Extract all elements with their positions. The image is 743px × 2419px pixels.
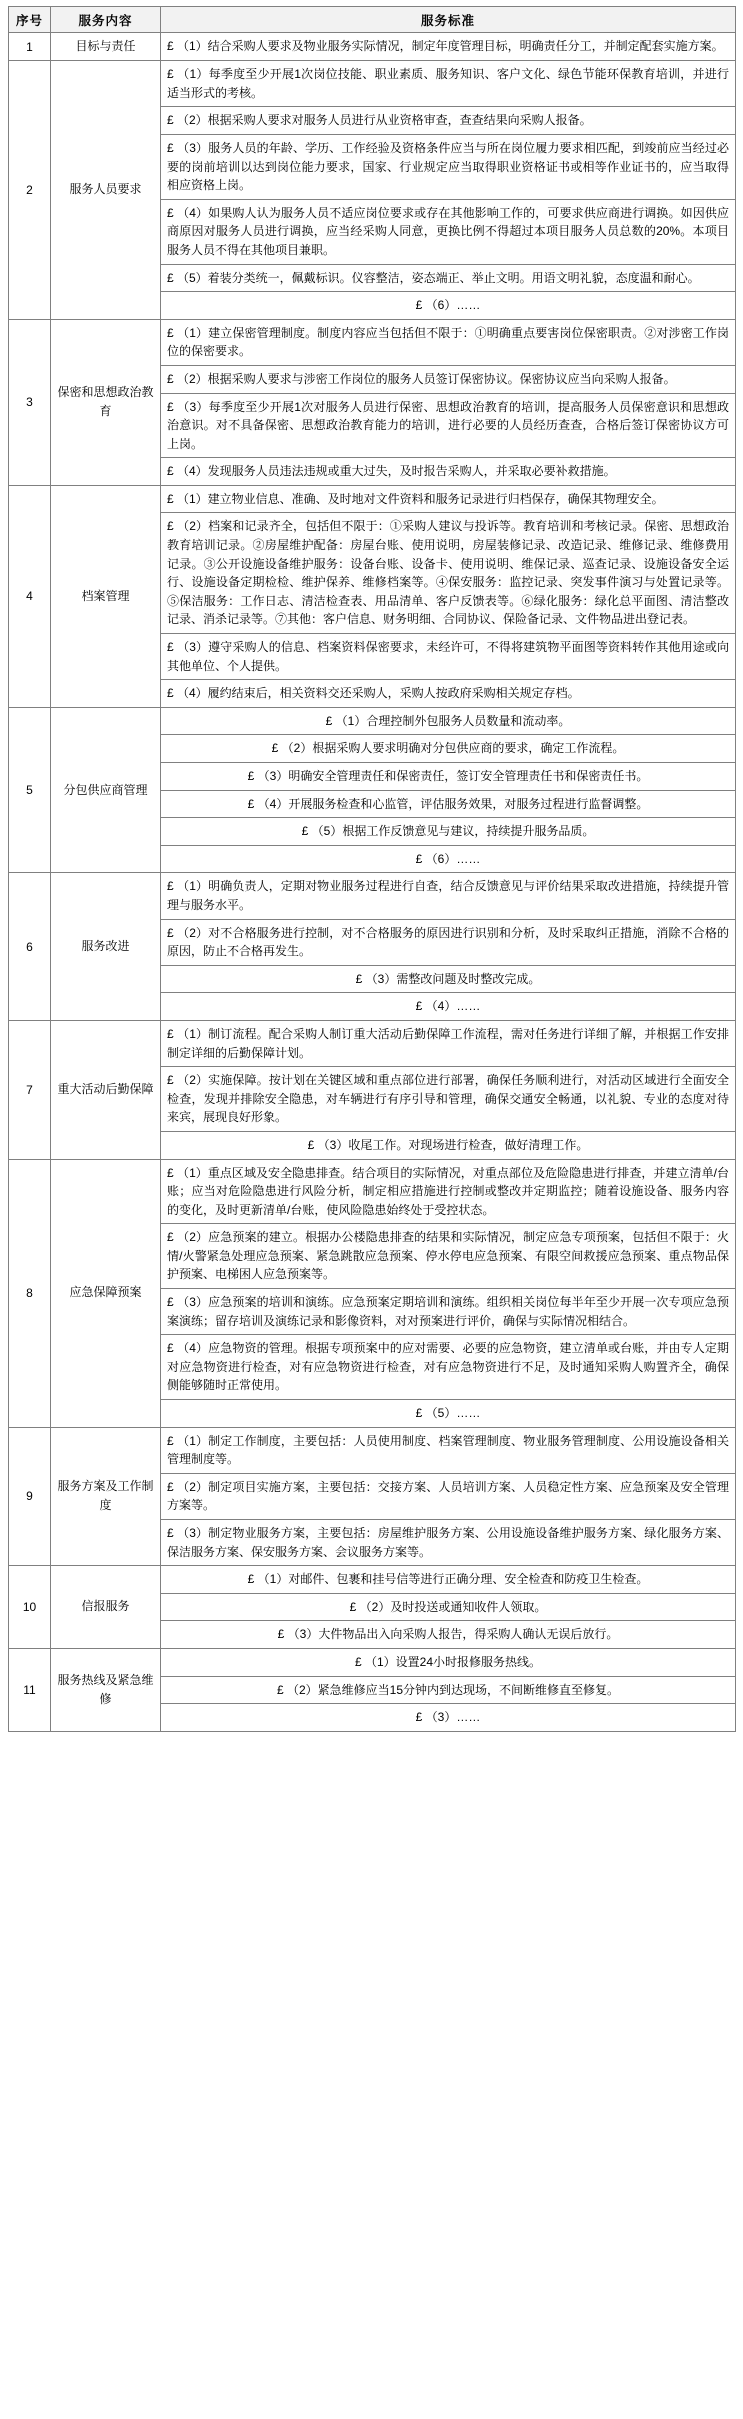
standard-line: £ （4）…… <box>415 999 481 1014</box>
standard-line: £ （1）结合采购人要求及物业服务实际情况，制定年度管理目标，明确责任分工，并制定配套实施方案。 <box>167 39 724 54</box>
standard-line: £ （2）制定项目实施方案，主要包括：交接方案、人员培训方案、人员稳定性方案、应急预案及安全管理方案等。 <box>161 1474 735 1520</box>
service-item-name: 分包供应商管理 <box>51 707 161 873</box>
service-standard-cell <box>161 485 736 707</box>
standard-line: £ （3）明确安全管理责任和保密责任，签订安全管理责任书和保密责任书。 <box>161 763 735 791</box>
standard-line: £ （4）应急物资的管理。根据专项预案中的应对需要、必要的应急物资，建立清单或台账，并由专人定期对应急物资进行检查，对有应急物资进行检查，对有应急物资进行不足，及时通知采购人购置齐全，确保侧能够随时正常使用。 <box>161 1335 735 1400</box>
table-row <box>9 485 736 707</box>
service-item-name: 重大活动后勤保障 <box>51 1020 161 1159</box>
standard-line: £ （2）档案和记录齐全，包括但不限于：①采购人建议与投诉等。教育培训和考核记录。保密、思想政治教育培训记录。②房屋维护配备：房屋台账、使用说明，房屋装修记录、改造记录、维修记录、维修费用记录。③公开设施设备维护服务：设备台账、设备卡、使用说明、维保记录、巡查记录、设施设备安全运行、设施设备定期检检、维护保养、维修档案等。④保安服务：监控记录、突发事件演习与处置记录等。⑤保洁服务：工作日志、清洁检查表、用品清单、客户反馈表等。⑥绿化服务：绿化总平面图、清洁整改记录、消杀记录等。⑦其他：客户信息、财务明细、合同协议、保险备记录、文件物品进出登记表。 <box>161 513 735 634</box>
standard-line: £ （1）每季度至少开展1次岗位技能、职业素质、服务知识、客户文化、绿色节能环保教育培训，并进行适当形式的考核。 <box>161 61 735 107</box>
standard-line-list <box>161 1428 735 1566</box>
standard-line: £ （5）根据工作反馈意见与建议，持续提升服务品质。 <box>161 818 735 846</box>
standard-line-list <box>161 486 735 707</box>
standard-line: £ （1）制定工作制度，主要包括：人员使用制度、档案管理制度、物业服务管理制度、公用设施设备相关管理制度等。 <box>161 1428 735 1474</box>
row-number: 3 <box>9 319 51 485</box>
service-item-name: 服务改进 <box>51 873 161 1021</box>
table-row <box>9 61 736 320</box>
row-number: 5 <box>9 707 51 873</box>
standard-line-list <box>161 33 735 60</box>
standard-line: £ （2）紧急维修应当15分钟内到达现场，不间断维修直至修复。 <box>161 1677 735 1705</box>
standard-line: £ （3）收尾工作。对现场进行检查，做好清理工作。 <box>307 1137 589 1152</box>
row-number: 1 <box>9 33 51 61</box>
row-number: 4 <box>9 485 51 707</box>
table-body <box>9 33 736 1732</box>
service-item-name: 保密和思想政治教育 <box>51 319 161 485</box>
standard-line-list <box>161 1649 735 1731</box>
standard-line: £ （3）…… <box>415 1710 481 1725</box>
standard-line: £ （2）对不合格服务进行控制，对不合格服务的原因进行识别和分析，及时采取纠正措施，消除不合格的原因，防止不合格再发生。 <box>161 920 735 966</box>
standard-line-list <box>161 1160 735 1427</box>
table-row <box>9 1020 736 1159</box>
service-standard-cell <box>161 319 736 485</box>
standard-line: £ （6）…… <box>415 851 481 866</box>
table-row <box>9 707 736 873</box>
standard-line: £ （3）每季度至少开展1次对服务人员进行保密、思想政治教育的培训，提高服务人员保密意识和思想政治意识。对不具备保密、思想政治教育能力的培训，进行必要的人员经历查查，合格后签订保密协议方可上岗。 <box>161 394 735 459</box>
standard-line-list <box>161 708 735 873</box>
row-number: 11 <box>9 1648 51 1731</box>
row-number: 9 <box>9 1427 51 1566</box>
standard-line: £ （3）应急预案的培训和演练。应急预案定期培训和演练。组织相关岗位每半年至少开展一次专项应急预案演练；留存培训及演练记录和影像资料，对对预案进行评价，确保与实际情况相结合。 <box>161 1289 735 1335</box>
service-item-name: 服务人员要求 <box>51 61 161 320</box>
standard-line: £ （1）对邮件、包裹和挂号信等进行正确分理、安全检查和防疫卫生检查。 <box>161 1566 735 1594</box>
service-standard-cell <box>161 873 736 1021</box>
service-item-name: 档案管理 <box>51 485 161 707</box>
table-row <box>9 1159 736 1427</box>
standard-line: £ （1）明确负责人，定期对物业服务过程进行自查，结合反馈意见与评价结果采取改进措施，持续提升管理与服务水平。 <box>161 873 735 919</box>
column-header-no: 序号 <box>9 7 51 33</box>
standard-line: £ （2）及时投送或通知收件人领取。 <box>161 1594 735 1622</box>
standard-line: £ （5）着装分类统一，佩戴标识。仪容整洁，姿态端正、举止文明。用语文明礼貌，态度温和耐心。 <box>161 265 735 293</box>
standard-line: £ （2）根据采购人要求与涉密工作岗位的服务人员签订保密协议。保密协议应当向采购人报备。 <box>161 366 735 394</box>
service-standard-cell <box>161 1566 736 1649</box>
standard-line: £ （6）…… <box>415 298 481 313</box>
table-row <box>9 33 736 61</box>
table-header-row <box>9 7 736 33</box>
standard-line-list <box>161 1021 735 1159</box>
row-number: 10 <box>9 1566 51 1649</box>
service-standard-cell <box>161 707 736 873</box>
standard-line: £ （1）合理控制外包服务人员数量和流动率。 <box>161 708 735 736</box>
table-row <box>9 1566 736 1649</box>
service-standard-cell <box>161 61 736 320</box>
service-standard-cell <box>161 1427 736 1566</box>
standard-line: £ （4）发现服务人员违法违规或重大过失，及时报告采购人，并采取必要补救措施。 <box>167 464 616 479</box>
table-row <box>9 319 736 485</box>
service-item-name: 服务方案及工作制度 <box>51 1427 161 1566</box>
service-item-name: 信报服务 <box>51 1566 161 1649</box>
standard-line: £ （1）制订流程。配合采购人制订重大活动后勤保障工作流程，需对任务进行详细了解，并根据工作安排制定详细的后勤保障计划。 <box>161 1021 735 1067</box>
service-standard-cell <box>161 1648 736 1731</box>
standard-line: £ （3）遵守采购人的信息、档案资料保密要求，未经许可，不得将建筑物平面图等资料转作其他用途或向其他单位、个人提供。 <box>161 634 735 680</box>
service-standard-table <box>8 6 736 1732</box>
standard-line: £ （2）实施保障。按计划在关键区域和重点部位进行部署，确保任务顺利进行，对活动区域进行全面安全检查，发现并排除安全隐患，对车辆进行有序引导和管理，确保交通安全畅通，以礼貌、专业的态度对待来宾，展现良好形象。 <box>161 1067 735 1132</box>
service-item-name: 应急保障预案 <box>51 1159 161 1427</box>
row-number: 6 <box>9 873 51 1021</box>
standard-line: £ （3）服务人员的年龄、学历、工作经验及资格条件应当与所在岗位履力要求相匹配，到竣前应当经过必要的岗前培训以达到岗位能力要求，国家、行业规定应当取得职业资格证书或相等作业证书的，应当取得相应资格上岗。 <box>161 135 735 200</box>
standard-line: £ （3）制定物业服务方案，主要包括：房屋维护服务方案、公用设施设备维护服务方案、绿化服务方案、保洁服务方案、保安服务方案、会议服务方案等。 <box>167 1526 729 1559</box>
standard-line: £ （2）应急预案的建立。根据办公楼隐患排查的结果和实际情况，制定应急专项预案，包括但不限于：火情/火警紧急处理应急预案、紧急跳散应急预案、停水停电应急预案、有限空间救援应急预案、重点物品保护预案、电梯困人应急预案等。 <box>161 1224 735 1289</box>
service-standard-cell <box>161 1159 736 1427</box>
standard-line-list <box>161 320 735 485</box>
standard-line: £ （2）根据采购人要求明确对分包供应商的要求，确定工作流程。 <box>161 735 735 763</box>
service-item-name: 目标与责任 <box>51 33 161 61</box>
standard-line-list <box>161 873 735 1020</box>
service-item-name: 服务热线及紧急维修 <box>51 1648 161 1731</box>
row-number: 7 <box>9 1020 51 1159</box>
standard-line: £ （1）建立物业信息、准确、及时地对文件资料和服务记录进行归档保存，确保其物理安全。 <box>161 486 735 514</box>
column-header-standard: 服务标准 <box>161 7 736 33</box>
row-number: 8 <box>9 1159 51 1427</box>
table-row <box>9 1648 736 1731</box>
standard-line-list <box>161 1566 735 1648</box>
standard-line: £ （4）开展服务检查和心监管，评估服务效果，对服务过程进行监督调整。 <box>161 791 735 819</box>
service-standard-cell <box>161 1020 736 1159</box>
standard-line: £ （5）…… <box>415 1406 481 1421</box>
standard-line: £ （3）大件物品出入向采购人报告，得采购人确认无误后放行。 <box>277 1627 619 1642</box>
table-row <box>9 873 736 1021</box>
table-row <box>9 1427 736 1566</box>
row-number: 2 <box>9 61 51 320</box>
standard-line-list <box>161 61 735 319</box>
standard-line: £ （3）需整改问题及时整改完成。 <box>161 966 735 994</box>
standard-line: £ （1）重点区域及安全隐患排查。结合项目的实际情况，对重点部位及危险隐患进行排查，并建立清单/台账；应当对危险隐患进行风险分析，制定相应措施进行控制或整改并定期监控；随着设施设备、服务内容的变化，及时更新清单/台账，使风险隐患始终处于受控状态。 <box>161 1160 735 1225</box>
standard-line: £ （1）建立保密管理制度。制度内容应当包括但不限于：①明确重点要害岗位保密职责。②对涉密工作岗位的保密要求。 <box>161 320 735 366</box>
service-standard-cell <box>161 33 736 61</box>
standard-line: £ （2）根据采购人要求对服务人员进行从业资格审查，查查结果向采购人报备。 <box>161 107 735 135</box>
standard-line: £ （4）如果购人认为服务人员不适应岗位要求或存在其他影响工作的，可要求供应商进行调换。如因供应商原因对服务人员进行调换，应当经采购人同意，更换比例不得超过本项目服务人员总数的20%。本项目服务人员不得在其他项目兼职。 <box>161 200 735 265</box>
column-header-item: 服务内容 <box>51 7 161 33</box>
standard-line: £ （1）设置24小时报修服务热线。 <box>161 1649 735 1677</box>
standard-line: £ （4）履约结束后，相关资料交还采购人，采购人按政府采购相关规定存档。 <box>167 686 580 701</box>
table-header <box>9 7 736 33</box>
